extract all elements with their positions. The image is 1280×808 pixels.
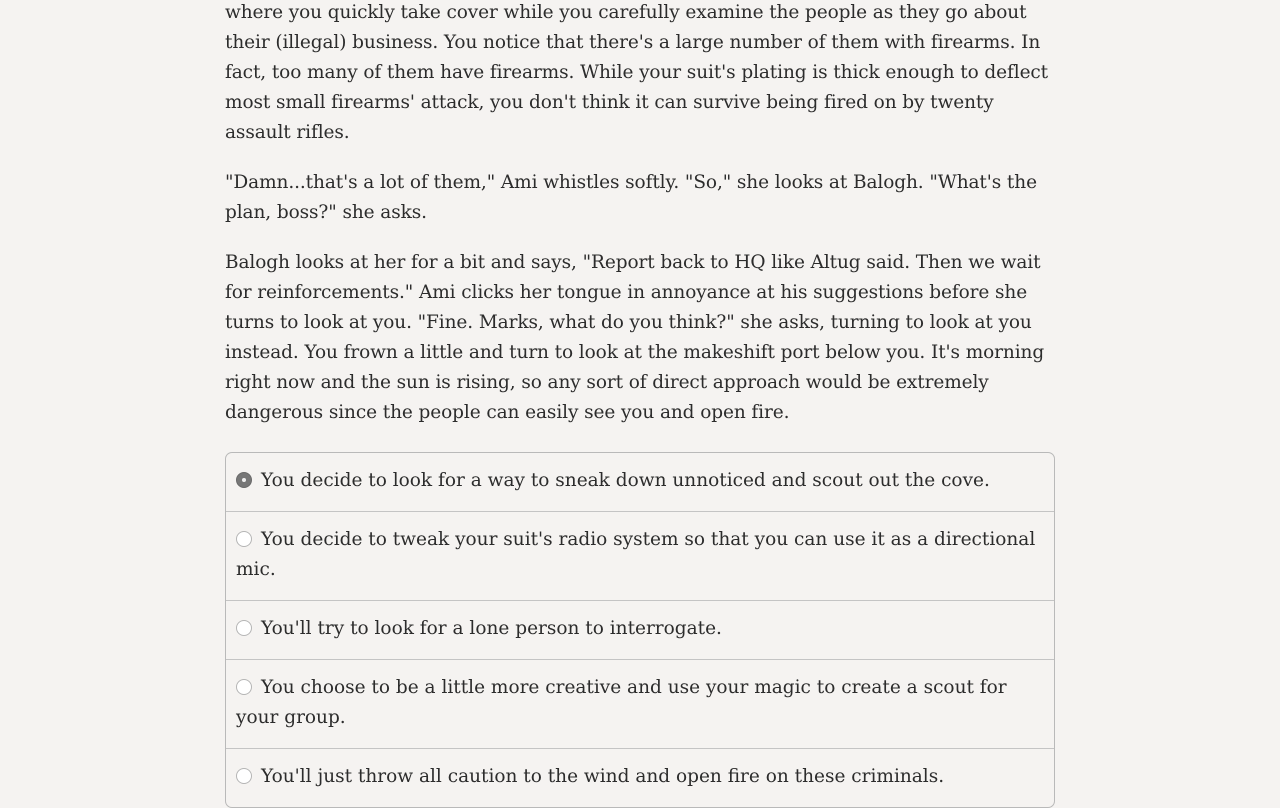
choice-option[interactable]: [226, 453, 1054, 512]
story-paragraph: where you quickly take cover while you carefully examine the people as they go about their (illegal) business. You notice that there's a large number of them with firearms. In fact, too many of them have firearms. While your suit's plating is thick enough to deflect most small firearms' attack, you don't think it can survive being fired on by twenty assault rifles.: [225, 2, 1049, 143]
choice-label: You decide to tweak your suit's radio system so that you can use it as a directional mic.: [236, 529, 1036, 580]
radio-button[interactable]: [236, 531, 252, 547]
radio-button[interactable]: [236, 768, 252, 784]
story-paragraph: Balogh looks at her for a bit and says, "Report back to HQ like Altug said. Then we wait for reinforcements." Ami clicks her tongue in annoyance at his suggestions before she turns to look at you. "Fine. Marks, what do you think?" she asks, turning to look at you instead. You frown a little and turn to look at the makeshift port below you. It's morning right now and the sun is rising, so any sort of direct approach would be extremely dangerous since the people can easily see you and open fire.: [225, 252, 1045, 423]
choice-label: You'll try to look for a lone person to interrogate.: [261, 618, 722, 639]
radio-button[interactable]: [236, 620, 252, 636]
radio-button[interactable]: [236, 679, 252, 695]
story-area: [225, 0, 1055, 808]
choice-label: You decide to look for a way to sneak down unnoticed and scout out the cove.: [261, 470, 990, 491]
choice-list: [225, 452, 1055, 808]
choice-option[interactable]: [226, 660, 1054, 749]
choice-option[interactable]: [226, 749, 1054, 807]
choice-option[interactable]: [226, 601, 1054, 660]
choice-label: You'll just throw all caution to the wind and open fire on these criminals.: [261, 766, 945, 787]
radio-button-selected[interactable]: [236, 472, 252, 488]
story-paragraph: "Damn...that's a lot of them," Ami whistles softly. "So," she looks at Balogh. "What's the plan, boss?" she asks.: [225, 172, 1037, 223]
choice-label: You choose to be a little more creative and use your magic to create a scout for your group.: [236, 677, 1007, 728]
choice-option[interactable]: [226, 512, 1054, 601]
